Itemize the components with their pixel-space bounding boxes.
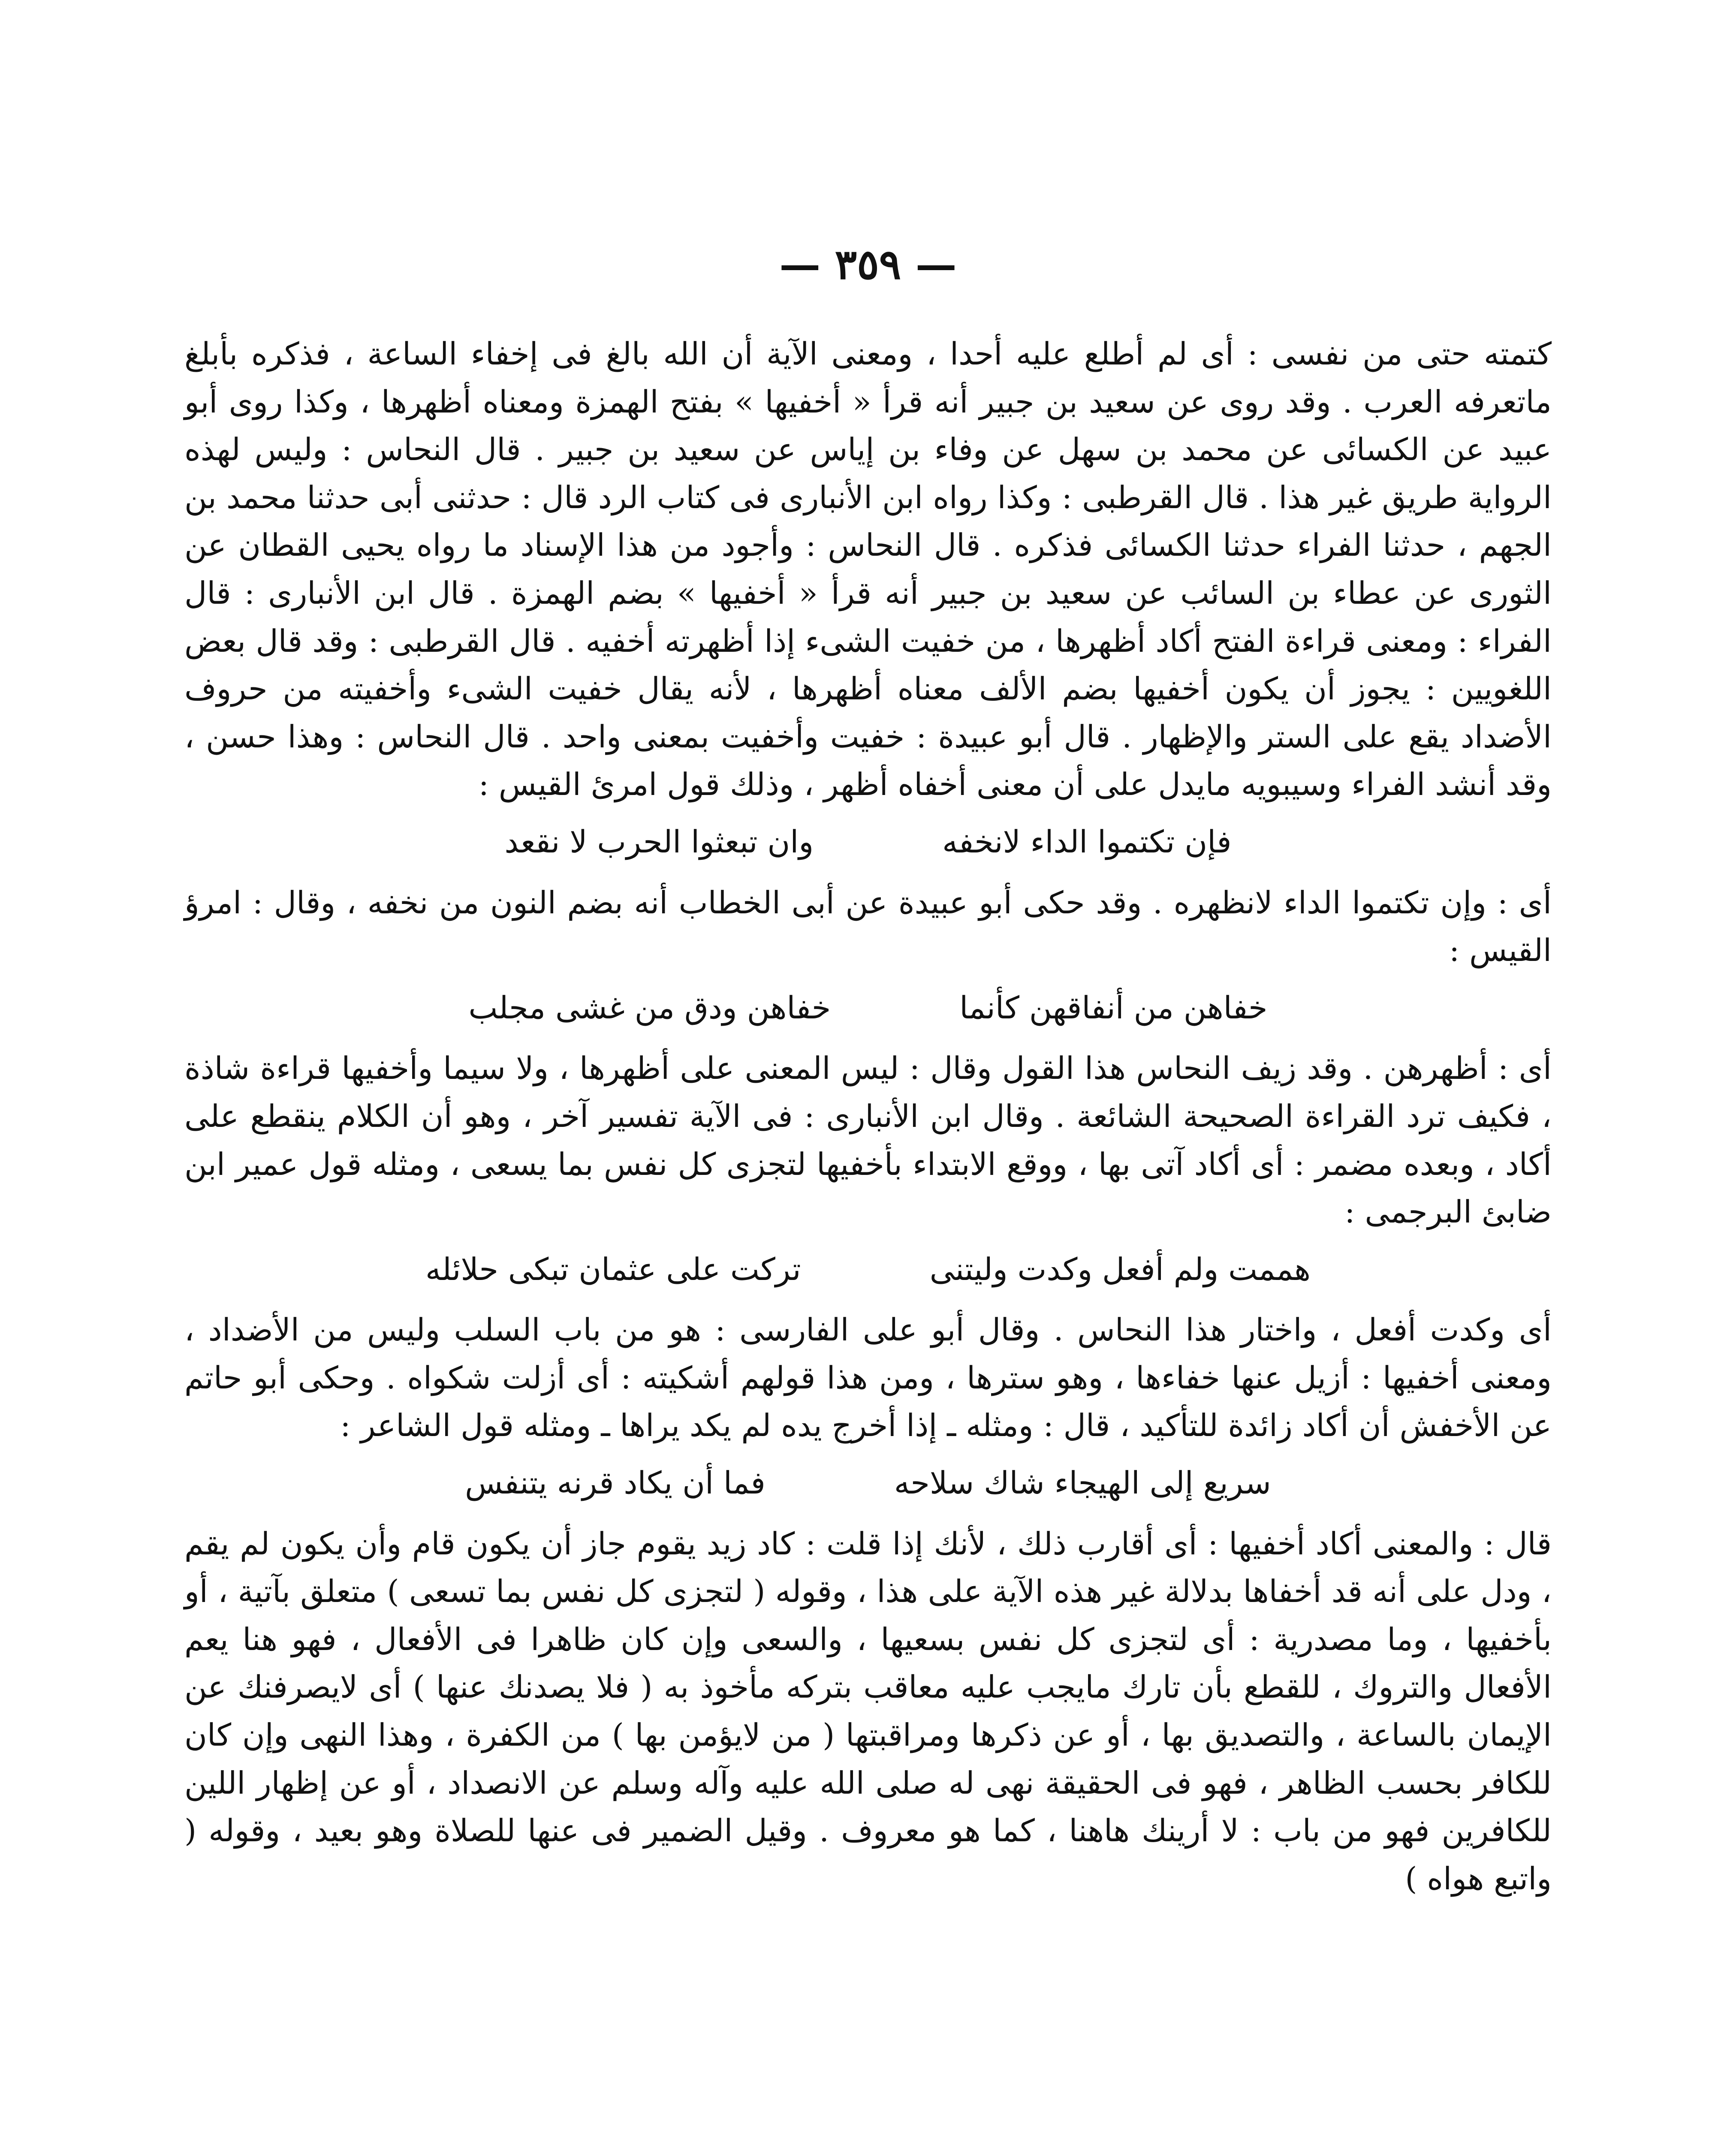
verse-second-hemistich: تركت على عثمان تبكى حلائله — [425, 1251, 801, 1287]
verse-first-hemistich: سريع إلى الهيجاء شاك سلاحه — [894, 1465, 1271, 1501]
page-number: — ٣٥٩ — — [779, 240, 957, 289]
verse-first-hemistich: خفاهن من أنفاقهن كأنما — [959, 989, 1268, 1026]
poetry-verse — [184, 1459, 1552, 1507]
paragraph: أى : أظهرهن . وقد زيف النحاس هذا القول وقال : ليس المعنى على أظهرها ، ولا سيما وأخفيها قراءة شاذة ، فكيف ترد القراءة الصحيحة الشائعة . وقال ابن الأنبارى : فى الآية تفسير آخر ، وهو أن الكلام ينقطع على أكاد ، وبعده مضمر : أى أكاد آتى بها ، ووقع الابتداء بأخفيها لتجزى كل نفس بما يسعى ، ومثله قول عمير ابن ضابئ البرجمى : — [184, 1050, 1552, 1230]
poetry-verse — [184, 984, 1552, 1032]
poetry-verse — [184, 1246, 1552, 1294]
paragraph: قال : والمعنى أكاد أخفيها : أى أقارب ذلك ، لأنك إذا قلت : كاد زيد يقوم جاز أن يكون قام وأن يكون لم يقم ، ودل على أنه قد أخفاها بدلالة غير هذه الآية على هذا ، وقوله ( لتجزى كل نفس بما تسعى ) متعلق بآتية ، أو بأخفيها ، وما مصدرية : أى لتجزى كل نفس بسعيها ، والسعى وإن كان ظاهرا فى الأفعال ، فهو هنا يعم الأفعال والتروك ، للقطع بأن تارك مايجب عليه معاقب بتركه مأخوذ به ( فلا يصدنك عنها ) أى لايصرفنك عن الإيمان بالساعة ، والتصديق بها ، أو عن ذكرها ومراقبتها ( من لايؤمن بها ) من الكفرة ، وهذا النهى وإن كان للكافر بحسب الظاهر ، فهو فى الحقيقة نهى له صلى الله عليه وآله وسلم عن الانصداد ، أو عن إظهار اللين للكافرين فهو من باب : لا أرينك هاهنا ، كما هو معروف . وقيل الضمير فى عنها للصلاة وهو بعيد ، وقوله ( واتبع هواه ) — [184, 1525, 1552, 1897]
verse-second-hemistich: وان تبعثوا الحرب لا نقعد — [504, 823, 814, 860]
body-text — [184, 330, 1552, 1909]
verse-first-hemistich: هممت ولم أفعل وكدت وليتنى — [929, 1251, 1311, 1287]
verse-first-hemistich: فإن تكتموا الداء لانخفه — [942, 823, 1232, 860]
verse-second-hemistich: فما أن يكاد قرنه يتنفس — [465, 1465, 766, 1501]
verse-second-hemistich: خفاهن ودق من غشى مجلب — [468, 989, 831, 1026]
paragraph: أى وكدت أفعل ، واختار هذا النحاس . وقال أبو على الفارسى : هو من باب السلب وليس من الأضداد ، ومعنى أخفيها : أزيل عنها خفاءها ، وهو سترها ، ومن هذا قولهم أشكيته : أى أزلت شكواه . وحكى أبو حاتم عن الأخفش أن أكاد زائدة للتأكيد ، قال : ومثله ـ إذا أخرج يده لم يكد يراها ـ ومثله قول الشاعر : — [184, 1312, 1552, 1444]
paragraph: كتمته حتى من نفسى : أى لم أطلع عليه أحدا ، ومعنى الآية أن الله بالغ فى إخفاء الساعة ، فذكره بأبلغ ماتعرفه العرب . وقد روى عن سعيد بن جبير أنه قرأ « أخفيها » بفتح الهمزة ومعناه أظهرها ، وكذا روى أبو عبيد عن الكسائى عن محمد بن سهل عن وفاء بن إياس عن سعيد بن جبير . قال النحاس : وليس لهذه الرواية طريق غير هذا . قال القرطبى : وكذا رواه ابن الأنبارى فى كتاب الرد قال : حدثنى أبى حدثنا محمد بن الجهم ، حدثنا الفراء حدثنا الكسائى فذكره . قال النحاس : وأجود من هذا الإسناد ما رواه يحيى القطان عن الثورى عن عطاء بن السائب عن سعيد بن جبير أنه قرأ « أخفيها » بضم الهمزة . قال ابن الأنبارى : قال الفراء : ومعنى قراءة الفتح أكاد أظهرها ، من خفيت الشىء إذا أظهرته أخفيه . قال القرطبى : وقد قال بعض اللغويين : يجوز أن يكون أخفيها بضم الألف معناه أظهرها ، لأنه يقال خفيت الشىء وأخفيته من حروف الأضداد يقع على الستر والإظهار . قال أبو عبيدة : خفيت وأخفيت بمعنى واحد . قال النحاس : وهذا حسن ، وقد أنشد الفراء وسيبويه مايدل على أن معنى أخفاه أظهر ، وذلك قول امرئ القيس : — [184, 336, 1552, 803]
paragraph: أى : وإن تكتموا الداء لانظهره . وقد حكى أبو عبيدة عن أبى الخطاب أنه بضم النون من نخفه ، وقال : امرؤ القيس : — [184, 884, 1552, 969]
poetry-verse — [184, 818, 1552, 866]
